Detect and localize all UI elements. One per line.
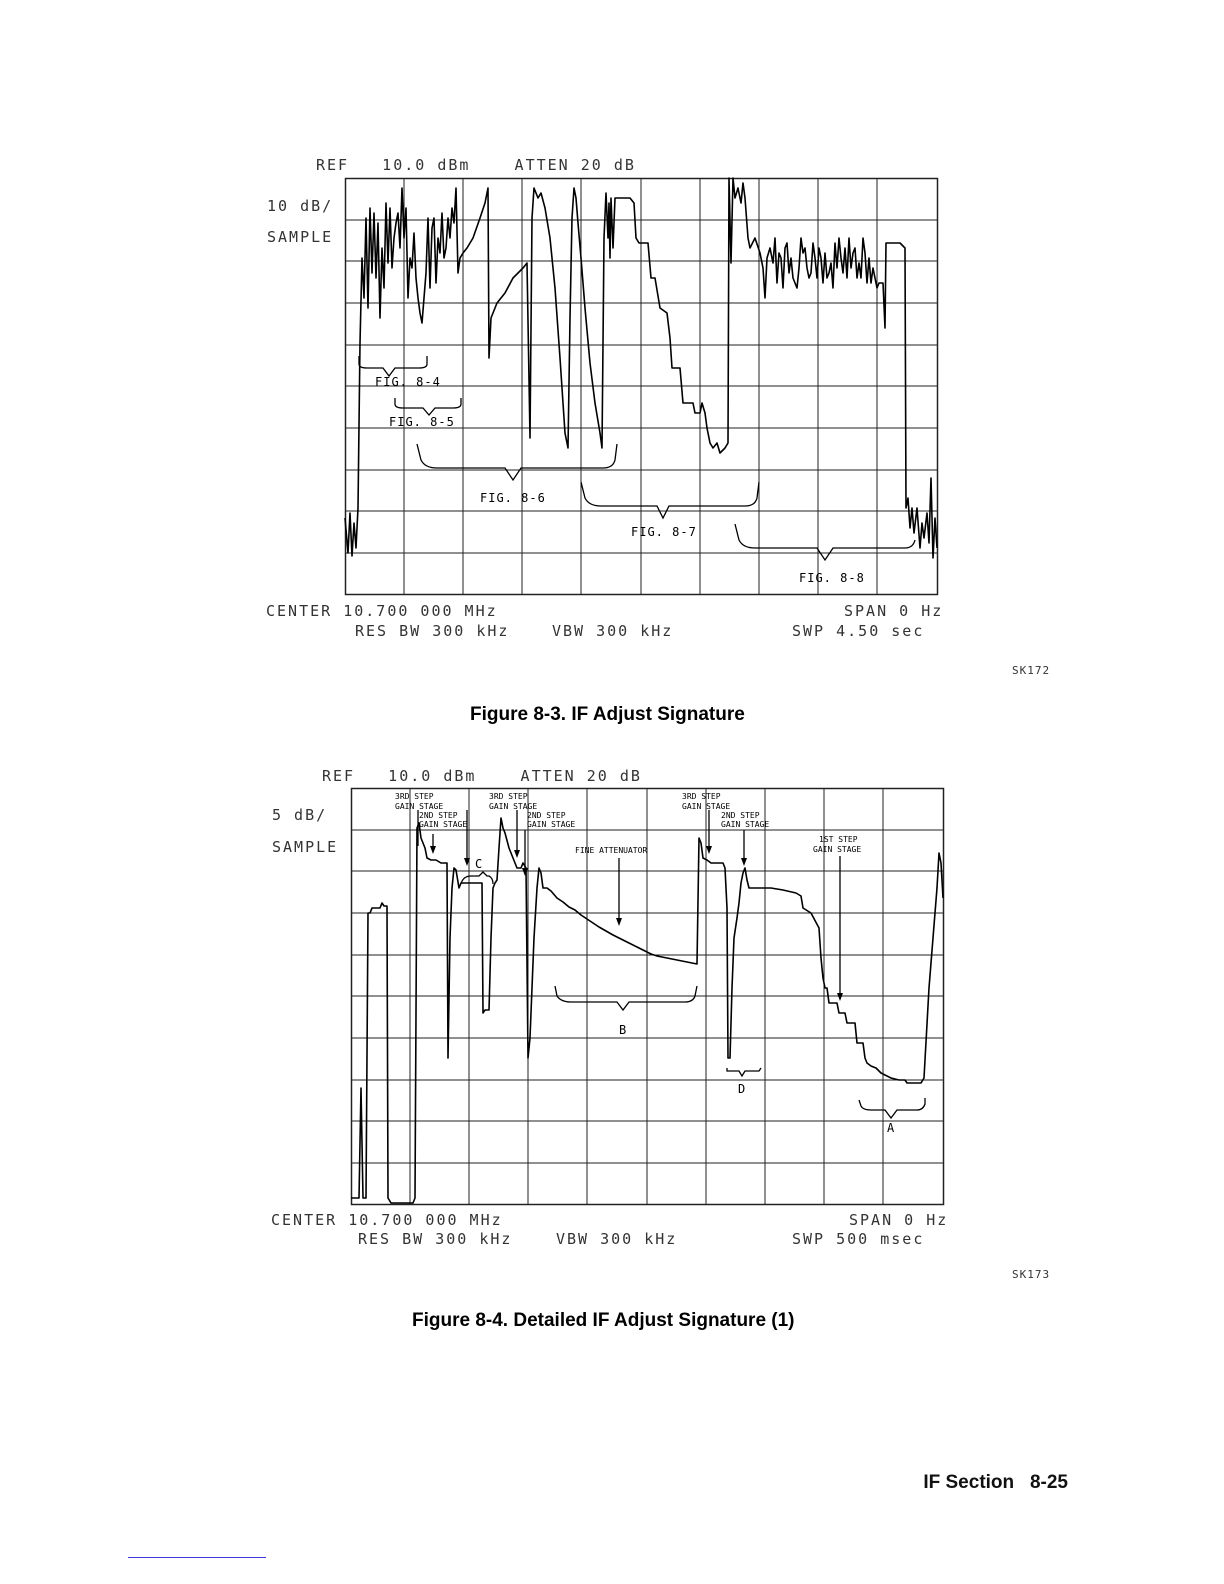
fig2-label-3rd-step-1: 3RD STEP xyxy=(395,792,434,801)
fig1-vbw: VBW 300 kHz xyxy=(552,622,674,640)
fig1-label-fig8-5: FIG. 8-5 xyxy=(389,415,455,429)
fig2-label-2nd-gain-2: GAIN STAGE xyxy=(527,820,576,829)
fig2-scale: 5 dB/ xyxy=(272,806,328,824)
fig1-label-fig8-8: FIG. 8-8 xyxy=(799,571,865,585)
fig2-caption: Figure 8-4. Detailed IF Adjust Signature (1) xyxy=(412,1310,795,1331)
fig2-plot xyxy=(351,788,945,1206)
fig2-label-2nd-step-2: 2ND STEP xyxy=(527,811,566,820)
fig2-label-2nd-gain-1: GAIN STAGE xyxy=(419,820,468,829)
fig1-ref-line: REF 10.0 dBm ATTEN 20 dB xyxy=(316,156,636,174)
fig2-resbw: RES BW 300 kHz xyxy=(358,1230,513,1248)
fig2-swp: SWP 500 msec xyxy=(792,1230,925,1248)
fig2-center: CENTER 10.700 000 MHz xyxy=(271,1211,503,1229)
fig2-label-1st-gain: GAIN STAGE xyxy=(813,845,862,854)
fig1-label-fig8-4: FIG. 8-4 xyxy=(375,375,441,389)
fig2-label-a: A xyxy=(887,1121,896,1135)
fig2-label-2nd-step-1: 2ND STEP xyxy=(419,811,458,820)
page-footer: IF Section 8-25 xyxy=(923,1472,1068,1493)
fig2-label-d: D xyxy=(738,1082,747,1096)
fig2-label-fine-attenuator: FINE ATTENUATOR xyxy=(575,846,648,855)
fig2-label-2nd-gain-3: GAIN STAGE xyxy=(721,820,770,829)
fig2-mode: SAMPLE xyxy=(272,838,339,856)
fig2-label-1st-step: 1ST STEP xyxy=(819,835,858,844)
fig1-resbw: RES BW 300 kHz xyxy=(355,622,510,640)
fig2-code: SK173 xyxy=(1012,1268,1051,1281)
fig1-plot xyxy=(345,178,939,596)
fig1-label-fig8-6: FIG. 8-6 xyxy=(480,491,546,505)
footer-rule xyxy=(128,1557,266,1558)
fig2-label-c: C xyxy=(475,857,484,871)
fig1-scale: 10 dB/ xyxy=(267,197,334,215)
fig2-ref-line: REF 10.0 dBm ATTEN 20 dB xyxy=(322,767,642,785)
fig1-center: CENTER 10.700 000 MHz xyxy=(266,602,498,620)
fig1-span: SPAN 0 Hz xyxy=(844,602,944,620)
fig2-label-2nd-step-3: 2ND STEP xyxy=(721,811,760,820)
fig1-swp: SWP 4.50 sec xyxy=(792,622,925,640)
fig2-label-gain-stage-1: GAIN STAGE xyxy=(395,802,444,811)
fig2-label-3rd-step-2: 3RD STEP xyxy=(489,792,528,801)
fig2-label-gain-stage-2: GAIN STAGE xyxy=(489,802,538,811)
fig1-code: SK172 xyxy=(1012,664,1051,677)
fig2-label-b: B xyxy=(619,1023,628,1037)
fig2-vbw: VBW 300 kHz xyxy=(556,1230,678,1248)
fig2-label-gain-stage-3: GAIN STAGE xyxy=(682,802,731,811)
fig2-annotations xyxy=(395,792,925,1135)
fig2-label-3rd-step-3: 3RD STEP xyxy=(682,792,721,801)
fig1-caption: Figure 8-3. IF Adjust Signature xyxy=(470,704,745,725)
fig2-span: SPAN 0 Hz xyxy=(849,1211,949,1229)
fig1-label-fig8-7: FIG. 8-7 xyxy=(631,525,697,539)
fig1-mode: SAMPLE xyxy=(267,228,334,246)
